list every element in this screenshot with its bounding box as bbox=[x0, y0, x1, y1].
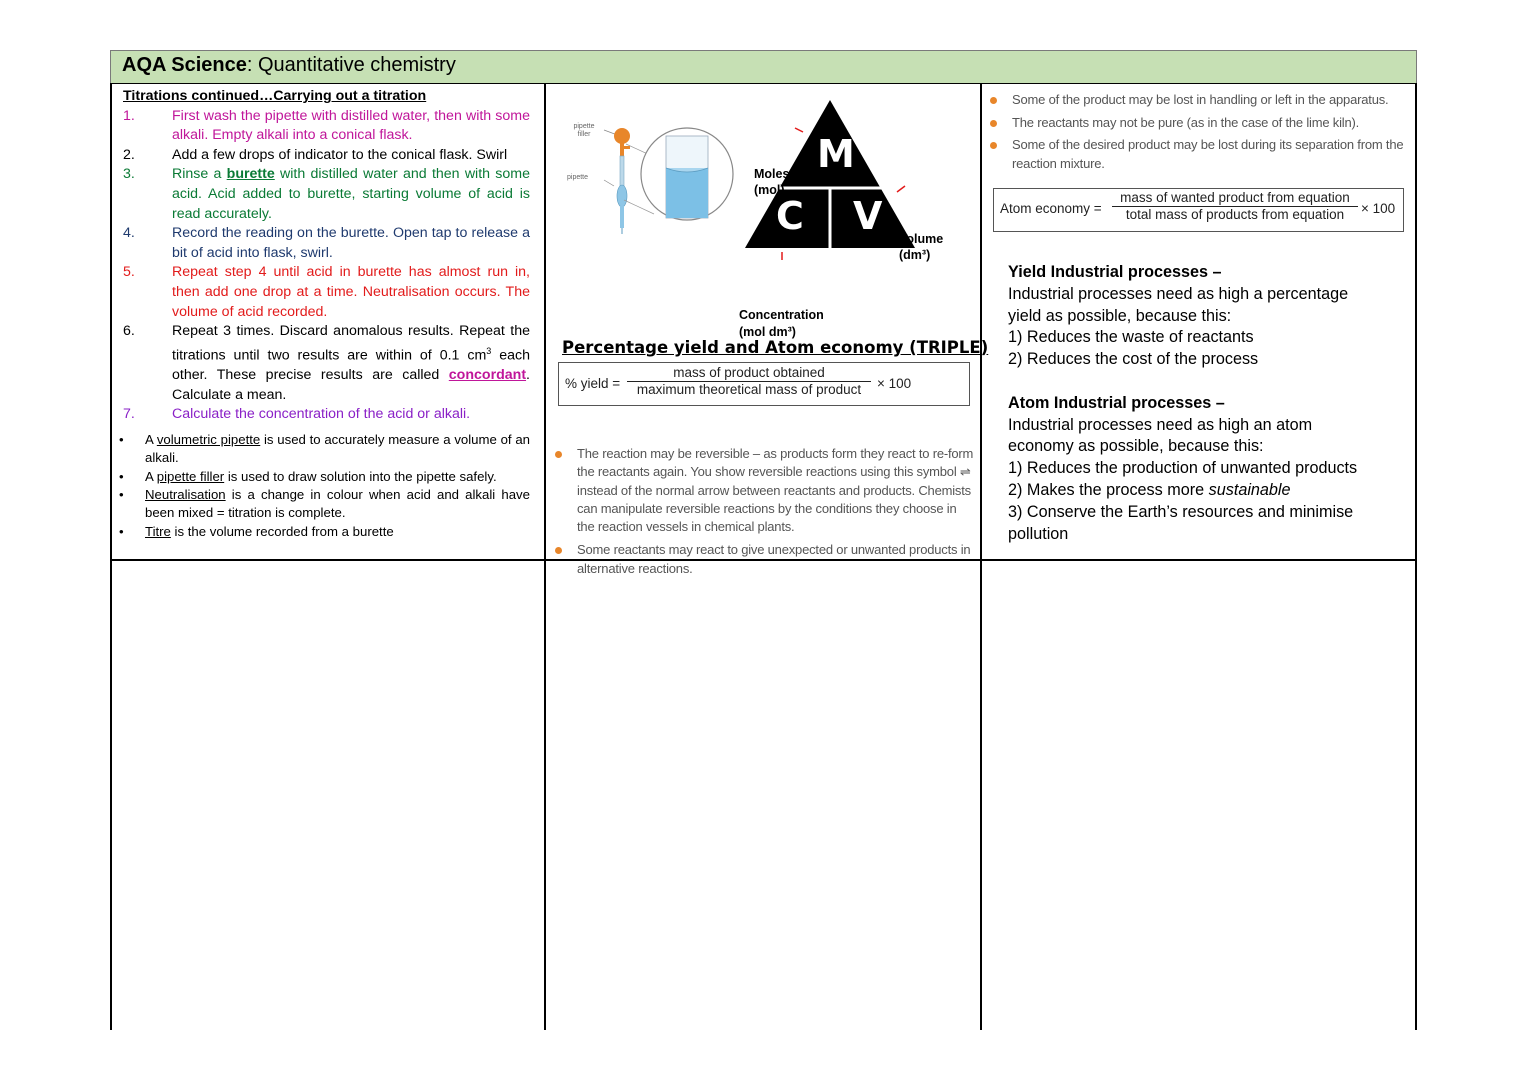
page-header bbox=[110, 50, 1417, 84]
reason-item: The reaction may be reversible – as products form they react to re-form the reactants again. You show reversible reactions using this symbol ⇌ instead of the normal arrow between reactants and products. Chemists can manipulate reversible reactions by the conditions they choose in the reaction vessels in chemical plants. bbox=[555, 445, 977, 536]
triangle-letter-m: M bbox=[817, 132, 855, 176]
atom-economy-formula: Atom economy = mass of wanted product from equation total mass of products from equation × 100 bbox=[993, 188, 1404, 232]
titration-step-1: 1. First wash the pipette with distilled water, then with some alkali. Empty alkali into a conical flask. bbox=[123, 107, 530, 144]
page-title: AQA Science: Quantitative chemistry bbox=[122, 54, 456, 76]
border-left bbox=[110, 83, 112, 1030]
atom-economy-section bbox=[982, 84, 1415, 559]
loss-item: Some of the desired product may be lost during its separation from the reaction mixture. bbox=[990, 136, 1408, 173]
titration-step-2: 2. Add a few drops of indicator to the conical flask. Swirl bbox=[123, 146, 508, 163]
concentration-label: Concentration (mol dm³) bbox=[739, 308, 824, 339]
definitions-list bbox=[119, 431, 530, 541]
triangle-letter-v: V bbox=[853, 194, 883, 238]
yield-heading: Percentage yield and Atom economy (TRIPLE) bbox=[562, 338, 989, 357]
industrial-processes-text: Yield Industrial processes – Industrial processes need as high a percentage yield as possible, because this: 1) Reduces the waste of reactants 2) Reduces the cost of the process Atom Industrial processes – Industrial processes need as high an atom economy as possible, because this: 1) Reduces the production of unwanted products 2) Makes the process more sustainable 3) Conserve the Earth’s resources and minimise pollution bbox=[1008, 263, 1358, 543]
pipette-label: pipette bbox=[567, 174, 589, 181]
atom-industrial-title: Atom Industrial processes – bbox=[1008, 393, 1225, 412]
titration-step-3: 3. Rinse a burette with distilled water and then with some acid. Acid added to burette, starting volume of acid is read accurately. bbox=[123, 166, 530, 222]
border-right bbox=[1415, 83, 1417, 1030]
definition-item: • Titre is the volume recorded from a burette bbox=[119, 523, 394, 539]
moles-label: Moles (mol) bbox=[754, 167, 790, 197]
titration-step-7: 7. Calculate the concentration of the acid or alkali. bbox=[123, 406, 471, 423]
loss-item: The reactants may not be pure (as in the case of the lime kiln). bbox=[990, 114, 1408, 133]
titration-section bbox=[119, 87, 530, 541]
reason-item: Some reactants may react to give unexpected or unwanted products in alternative reactions. bbox=[555, 541, 977, 578]
knowledge-organiser bbox=[110, 50, 1417, 1030]
titration-title: Titrations continued…Carrying out a titration bbox=[123, 88, 427, 104]
yield-reasons-list bbox=[555, 395, 977, 578]
keyword-concordant: concordant bbox=[448, 367, 527, 384]
titration-step-5: 5. Repeat step 4 until acid in burette has almost run in, then add one drop at a time. Neutralisation occurs. The volume of acid recorded. bbox=[123, 264, 530, 320]
pipette-filler-label: pipette filler bbox=[573, 123, 595, 138]
titration-step-6: 6. Repeat 3 times. Discard anomalous results. Repeat the titrations until two results are within of 0.1 $cm^3$ each other. These precise results are called concordant. Calculate a mean. bbox=[123, 323, 530, 403]
titration-step-4: 4. Record the reading on the burette. Open tap to release a bit of acid into flask, swirl. bbox=[123, 225, 530, 261]
percent-yield-formula: % yield = mass of product obtained maximum theoretical mass of product × 100 bbox=[558, 362, 970, 406]
definition-item: • Neutralisation is a change in colour when acid and alkali have been mixed = titration is complete. bbox=[119, 487, 530, 521]
triangle-letter-c: C bbox=[776, 194, 804, 238]
column-divider-1 bbox=[544, 83, 546, 1030]
volume-label: Volume (dm³) bbox=[899, 232, 944, 262]
keyword-burette: burette bbox=[226, 166, 275, 183]
definition-item: • A volumetric pipette is used to accurately measure a volume of an alkali. bbox=[119, 431, 530, 466]
loss-item: Some of the product may be lost in handling or left in the apparatus. bbox=[990, 91, 1408, 110]
yield-industrial-title: Yield Industrial processes – bbox=[1008, 263, 1222, 281]
definition-item: • A pipette filler is used to draw solution into the pipette safely. bbox=[119, 468, 497, 484]
product-loss-list bbox=[990, 91, 1408, 173]
yield-section bbox=[547, 84, 989, 576]
